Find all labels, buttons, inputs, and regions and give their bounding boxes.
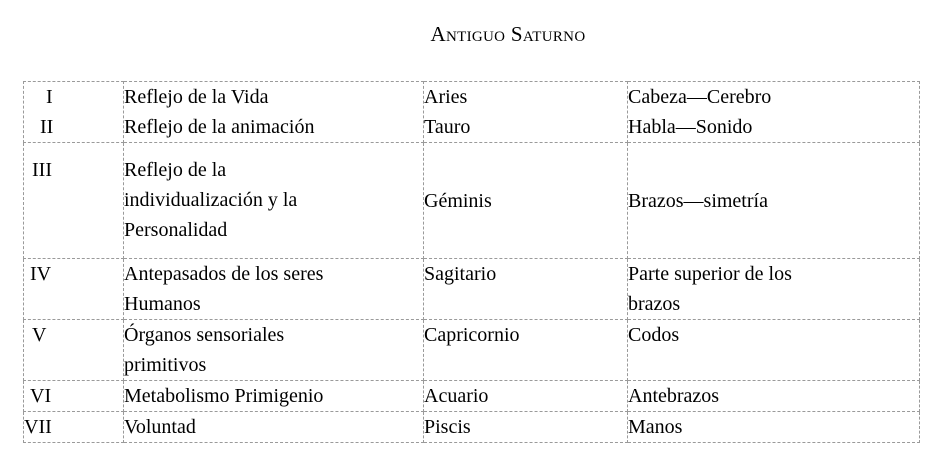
body-part: Antebrazos	[628, 385, 720, 407]
zodiac-sign: Tauro	[424, 116, 471, 138]
zodiac-sign: Acuario	[424, 385, 489, 407]
description-cell	[124, 320, 424, 381]
table-row	[24, 259, 920, 320]
description-text: Reflejo de la Vida	[124, 86, 269, 108]
description-text: Humanos	[124, 293, 201, 315]
roman-numeral-cell	[24, 143, 124, 259]
roman-numeral-cell	[24, 259, 124, 320]
roman-numeral: III	[32, 159, 52, 181]
description-cell	[124, 381, 424, 412]
zodiac-sign-cell	[424, 82, 628, 143]
correspondence-table	[23, 81, 920, 443]
zodiac-sign: Aries	[424, 86, 468, 108]
table-row	[24, 82, 920, 143]
zodiac-sign: Géminis	[424, 189, 492, 212]
body-part: Brazos—simetría	[628, 189, 768, 212]
body-part-cell	[628, 381, 920, 412]
roman-numeral: II	[40, 116, 54, 138]
description-text: Voluntad	[124, 416, 196, 438]
roman-numeral-cell	[24, 412, 124, 443]
table-row	[24, 381, 920, 412]
body-part: Manos	[628, 416, 683, 438]
body-part: Parte superior de los	[628, 263, 792, 285]
description-cell	[124, 412, 424, 443]
description-text: Reflejo de la animación	[124, 116, 315, 138]
zodiac-sign-cell	[424, 412, 628, 443]
roman-numeral: IV	[30, 263, 52, 285]
description-text: primitivos	[124, 354, 207, 376]
roman-numeral-cell	[24, 381, 124, 412]
zodiac-sign: Sagitario	[424, 263, 497, 285]
zodiac-sign-cell	[424, 143, 628, 259]
description-text: Reflejo de la	[124, 159, 227, 181]
table-row	[24, 412, 920, 443]
table-row	[24, 143, 920, 259]
description-text: individualización y la	[124, 189, 298, 211]
zodiac-sign-cell	[424, 381, 628, 412]
body-part-cell	[628, 143, 920, 259]
table-row	[24, 320, 920, 381]
body-part-cell	[628, 320, 920, 381]
zodiac-sign: Capricornio	[424, 324, 520, 346]
body-part-cell	[628, 412, 920, 443]
roman-numeral: VII	[24, 416, 52, 438]
page-title: Antiguo Saturno	[430, 22, 586, 46]
roman-numeral: VI	[30, 385, 52, 407]
zodiac-sign-cell	[424, 320, 628, 381]
zodiac-sign-cell	[424, 259, 628, 320]
roman-numeral-cell	[24, 320, 124, 381]
body-part-cell	[628, 82, 920, 143]
description-cell	[124, 259, 424, 320]
roman-numeral: I	[46, 86, 53, 108]
description-cell	[124, 82, 424, 143]
description-text: Órganos sensoriales	[124, 324, 285, 346]
description-text: Personalidad	[124, 219, 228, 241]
body-part: brazos	[628, 293, 681, 315]
description-text: Antepasados de los seres	[124, 263, 324, 285]
body-part-cell	[628, 259, 920, 320]
zodiac-sign: Piscis	[424, 416, 471, 438]
roman-numeral: V	[32, 324, 47, 346]
description-text: Metabolismo Primigenio	[124, 385, 324, 407]
roman-numeral-cell	[24, 82, 124, 143]
body-part: Codos	[628, 324, 680, 346]
body-part: Cabeza—Cerebro	[628, 86, 772, 108]
description-cell	[124, 143, 424, 259]
body-part: Habla—Sonido	[628, 116, 753, 138]
